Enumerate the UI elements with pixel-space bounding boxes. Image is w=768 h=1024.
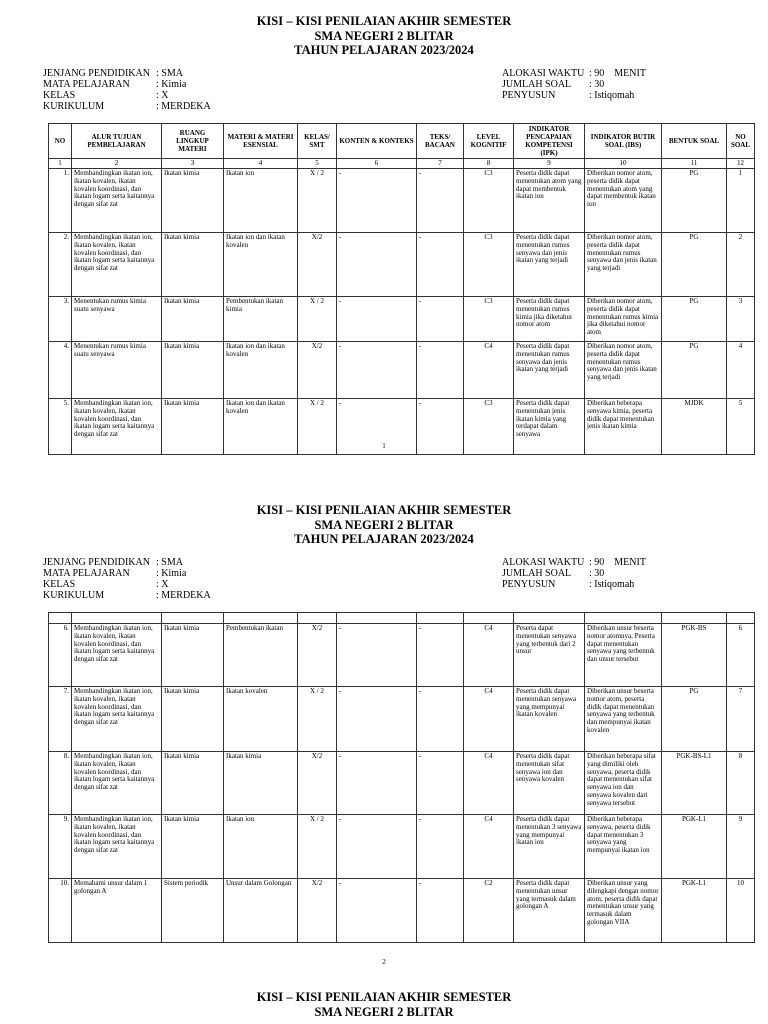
cell-ibs: Diberikan unsur yang dilengkapi dengan nomor atom, peserta didik dapat menentukan unsur yang termasuk dalam golongan VIIA [585,879,662,943]
cell-ibs: Diberikan beberapa sifat yang dimiliki oleh senyawa, peserta didik dapat menentukan sifat senyawa ion dan senyawa kovalen dari senyawa tersebut [585,752,662,815]
cell-ruang: Ikatan kimia [162,297,224,342]
cell-konten: - [337,342,417,399]
cell-atp: Membandingkan ikatan ion, ikatan kovalen, ikatan kovalen koordinasi, dan ikatan logam serta kaitannya dengan sifat zat [72,752,162,815]
cell-nosoal: 4 [727,342,755,399]
cell-ibs: Diberikan nomor atom, peserta didik dapat menentukan atom yang dapat membentuk ikatan ion [585,169,662,233]
penyusun-label: PENYUSUN [502,89,556,101]
table-row [49,815,755,879]
cell-materi: Pembentukan ikatan kimia [224,297,298,342]
cell-ruang: Sistem periodik [162,879,224,943]
kelas-label: KELAS [43,578,76,590]
table-row [49,342,755,399]
column-header: RUANG LINGKUP MATERI [162,124,224,159]
cell-bentuk: PG [662,297,727,342]
jumlah-label: JUMLAH SOAL [502,567,572,579]
cell-ibs: Diberikan unsur beserta nomor atomnya, Peserta dapat menentukan senyawa yang terbentuk dan unsur tersebut [585,624,662,687]
column-number: 5 [298,159,337,169]
cell-nosoal: 8 [727,752,755,815]
kurikulum-value: : MERDEKA [156,589,211,601]
school-name: SMA NEGERI 2 BLITAR [314,1004,454,1019]
penyusun-value: : Istiqomah [589,89,635,101]
cell-kelas: X/2 [298,342,337,399]
table-row [49,233,755,297]
column-number: 11 [662,159,727,169]
page-number: 1 [382,442,386,450]
cell-level: C4 [464,624,514,687]
school-name: SMA NEGERI 2 BLITAR [314,28,454,43]
header-row [49,124,755,159]
cell-atp: Membandingkan ikatan ion, ikatan kovalen, ikatan kovalen koordinasi, dan ikatan logam serta kaitannya dengan sifat zat [72,399,162,455]
cell-kelas: X / 2 [298,399,337,455]
jenjang-label: JENJANG PENDIDIKAN [43,67,150,79]
column-number: 2 [72,159,162,169]
cell-ibs: Diberikan nomor atom, peserta didik dapat menentukan rumus kimia jika diketahui nomor atom [585,297,662,342]
cell-bentuk: PGK-L1 [662,815,727,879]
column-header: MATERI & MATERI ESENSIAL [224,124,298,159]
cell-bentuk: PGK-BS [662,624,727,687]
cell-ibs: Diberikan unsur beserta nomor atom, peserta didik dapat menentukan senyawa yang terbentuk dan mempunyai ikatan kovalen [585,687,662,752]
cell-no: 8. [49,752,72,815]
cell-level: C4 [464,342,514,399]
cell-nosoal: 7 [727,687,755,752]
cell-kelas: X / 2 [298,815,337,879]
penyusun-label: PENYUSUN [502,578,556,590]
column-header: LEVEL KOGNITIF [464,124,514,159]
cell-ibs: Diberikan beberapa senyawa, peserta didik dapat menentukan 3 senyawa yang mempunyai ikatan ion [585,815,662,879]
cell-konten: - [337,399,417,455]
academic-year: TAHUN PELAJARAN 2023/2024 [294,532,474,546]
cell-ruang: Ikatan kimia [162,752,224,815]
cell-teks: - [417,879,464,943]
cell-materi: Unsur dalam Golongan [224,879,298,943]
column-number: 4 [224,159,298,169]
cell-nosoal: 1 [727,169,755,233]
cell-ruang: Ikatan kimia [162,687,224,752]
cell-nosoal: 10 [727,879,755,943]
cell-level: C3 [464,297,514,342]
cell-level: C4 [464,687,514,752]
column-number: 3 [162,159,224,169]
column-header: INDIKATOR PENCAPAIAN KOMPETENSI (IPK) [514,124,585,159]
cell-konten: - [337,687,417,752]
cell-level: C2 [464,879,514,943]
cell-atp: Membandingkan ikatan ion, ikatan kovalen, ikatan kovalen koordinasi, dan ikatan logam serta kaitannya dengan sifat zat [72,624,162,687]
waktu-label: ALOKASI WAKTU [502,556,585,568]
cell-materi: Ikatan kovalen [224,687,298,752]
cell-atp: Membandingkan ikatan ion, ikatan kovalen, ikatan kovalen koordinasi, dan ikatan logam serta kaitannya dengan sifat zat [72,169,162,233]
cell-ruang: Ikatan kimia [162,342,224,399]
cell-ipk: Peserta didik dapat menentukan unsur yang termasuk dalam golongan A [514,879,585,943]
cell-teks: - [417,297,464,342]
page-1 [0,14,768,450]
penyusun-value: : Istiqomah [589,578,635,590]
cell-ipk: Peserta didik dapat menentukan sifat senyawa ion dan senyawa kovalen [514,752,585,815]
cell-level: C4 [464,752,514,815]
kurikulum-label: KURIKULUM [43,589,105,601]
kurikulum-label: KURIKULUM [43,100,105,112]
column-number: 1 [49,159,72,169]
cell-kelas: X/2 [298,624,337,687]
cell-no: 5. [49,399,72,455]
column-header: NO SOAL [727,124,755,159]
cell-nosoal: 2 [727,233,755,297]
cell-no: 4. [49,342,72,399]
cell-kelas: X / 2 [298,169,337,233]
cell-ibs: Diberikan beberapa senyawa kimia, peserta didik dapat menentukan jenis ikatan kimia [585,399,662,455]
cell-teks: - [417,342,464,399]
cell-materi: Ikatan ion dan ikatan kovalen [224,342,298,399]
cell-ipk: Peserta didik dapat menentukan rumus senyawa dan jenis ikatan yang terjadi [514,233,585,297]
cell-konten: - [337,752,417,815]
cell-ipk: Peserta didik dapat menentukan senyawa yang mempunyai ikatan kovalen [514,687,585,752]
column-header: ALUR TUJUAN PEMBELAJARAN [72,124,162,159]
column-header: KELAS/ SMT [298,124,337,159]
cell-konten: - [337,233,417,297]
cell-atp: Membandingkan ikatan ion, ikatan kovalen, ikatan kovalen koordinasi, dan ikatan logam serta kaitannya dengan sifat zat [72,233,162,297]
document-title: KISI – KISI PENILAIAN AKHIR SEMESTER [256,503,512,517]
cell-materi: Ikatan ion [224,169,298,233]
cell-bentuk: PGK-L1 [662,879,727,943]
cell-bentuk: PG [662,687,727,752]
cell-ibs: Diberikan nomor atom, peserta didik dapat menentukan rumus senyawa dan jenis ikatan yang terjadi [585,342,662,399]
page-number: 2 [382,958,386,966]
jumlah-value: : 30 [589,78,605,90]
cell-no: 9. [49,815,72,879]
cell-materi: Ikatan ion dan ikatan kovalen [224,233,298,297]
cell-ruang: Ikatan kimia [162,233,224,297]
column-number: 7 [417,159,464,169]
cell-materi: Pembentukan ikatan [224,624,298,687]
cell-teks: - [417,233,464,297]
cell-bentuk: PG [662,233,727,297]
column-header: INDIKATOR BUTIR SOAL (IBS) [585,124,662,159]
cell-kelas: X/2 [298,752,337,815]
cell-materi: Ikatan ion [224,815,298,879]
jumlah-value: : 30 [589,567,605,579]
column-number: 9 [514,159,585,169]
cell-kelas: X / 2 [298,687,337,752]
waktu-value: : 90 MENIT [589,556,646,568]
cell-ipk: Peserta didik dapat menentukan 3 senyawa yang mempunyai ikatan ion [514,815,585,879]
table-row [49,624,755,687]
cell-bentuk: MJDK [662,399,727,455]
empty-header-row [49,613,755,624]
cell-ibs: Diberikan nomor atom, peserta didik dapat menentukan rumus senyawa dan jenis ikatan yang terjadi [585,233,662,297]
cell-teks: - [417,752,464,815]
column-number: 6 [337,159,417,169]
column-number: 10 [585,159,662,169]
cell-materi: Ikatan ion dan ikatan kovalen [224,399,298,455]
column-header: BENTUK SOAL [662,124,727,159]
table-row [49,752,755,815]
cell-bentuk: PG [662,342,727,399]
table-row [49,169,755,233]
cell-nosoal: 9 [727,815,755,879]
cell-no: 3. [49,297,72,342]
cell-nosoal: 6 [727,624,755,687]
cell-teks: - [417,399,464,455]
cell-no: 10. [49,879,72,943]
cell-materi: Ikatan kimia [224,752,298,815]
school-name: SMA NEGERI 2 BLITAR [314,517,454,532]
document-title: KISI – KISI PENILAIAN AKHIR SEMESTER [256,14,512,28]
cell-kelas: X / 2 [298,297,337,342]
kurikulum-value: : MERDEKA [156,100,211,112]
kelas-value: : X [156,89,169,101]
kisi-table-page-1 [48,123,755,455]
cell-teks: - [417,169,464,233]
jumlah-label: JUMLAH SOAL [502,78,572,90]
cell-konten: - [337,815,417,879]
waktu-value: : 90 MENIT [589,67,646,79]
cell-kelas: X/2 [298,233,337,297]
cell-nosoal: 5 [727,399,755,455]
cell-ipk: Peserta dapat menentukan senyawa yang terbentuk dari 2 unsur [514,624,585,687]
table-row [49,297,755,342]
cell-konten: - [337,879,417,943]
cell-ruang: Ikatan kimia [162,399,224,455]
mapel-label: MATA PELAJARAN [43,567,130,579]
mapel-value: : Kimia [156,567,187,579]
page-2 [0,503,768,966]
cell-no: 1. [49,169,72,233]
cell-ruang: Ikatan kimia [162,169,224,233]
kisi-table-page-2 [48,612,755,943]
document-title: KISI – KISI PENILAIAN AKHIR SEMESTER [256,990,512,1004]
column-header: TEKS/ BACAAN [417,124,464,159]
cell-konten: - [337,624,417,687]
info-block [0,68,768,112]
cell-kelas: X/2 [298,879,337,943]
cell-level: C4 [464,815,514,879]
cell-ipk: Peserta didik dapat menentukan rumus senyawa dan jenis ikatan yang terjadi [514,342,585,399]
cell-no: 2. [49,233,72,297]
cell-teks: - [417,687,464,752]
cell-ruang: Ikatan kimia [162,624,224,687]
cell-ruang: Ikatan kimia [162,815,224,879]
cell-teks: - [417,624,464,687]
cell-konten: - [337,297,417,342]
cell-bentuk: PG [662,169,727,233]
mapel-label: MATA PELAJARAN [43,78,130,90]
cell-nosoal: 3 [727,297,755,342]
kelas-label: KELAS [43,89,76,101]
column-header: KONTEN & KONTEKS [337,124,417,159]
cell-level: C3 [464,399,514,455]
waktu-label: ALOKASI WAKTU [502,67,585,79]
cell-konten: - [337,169,417,233]
cell-no: 6. [49,624,72,687]
academic-year: TAHUN PELAJARAN 2023/2024 [294,43,474,57]
table-row [49,687,755,752]
table-row [49,879,755,943]
cell-atp: Membandingkan ikatan ion, ikatan kovalen, ikatan kovalen koordinasi, dan ikatan logam serta kaitannya dengan sifat zat [72,687,162,752]
cell-ipk: Peserta didik dapat menentukan jenis ikatan kimia yang terdapat dalam senyawa [514,399,585,455]
cell-ipk: Peserta didik dapat menentukan rumus kimia jika diketahui nomor atom [514,297,585,342]
jenjang-value: : SMA [156,67,183,79]
cell-teks: - [417,815,464,879]
cell-level: C3 [464,233,514,297]
page-3 [0,990,768,1019]
cell-atp: Menentukan rumus kimia suatu senyawa [72,342,162,399]
cell-atp: Menentukan rumus kimia suatu senyawa [72,297,162,342]
info-block [0,557,768,601]
column-header: NO [49,124,72,159]
column-number-row [49,159,755,169]
cell-ipk: Peserta didik dapat menentukan atom yang dapat membentuk ikatan ion [514,169,585,233]
cell-no: 7. [49,687,72,752]
jenjang-value: : SMA [156,556,183,568]
jenjang-label: JENJANG PENDIDIKAN [43,556,150,568]
cell-atp: Memahami unsur dalam 1 golongan A [72,879,162,943]
mapel-value: : Kimia [156,78,187,90]
cell-atp: Membandingkan ikatan ion, ikatan kovalen, ikatan kovalen koordinasi, dan ikatan logam serta kaitannya dengan sifat zat [72,815,162,879]
kelas-value: : X [156,578,169,590]
column-number: 12 [727,159,755,169]
column-number: 8 [464,159,514,169]
cell-level: C3 [464,169,514,233]
cell-bentuk: PGK-BS-L1 [662,752,727,815]
